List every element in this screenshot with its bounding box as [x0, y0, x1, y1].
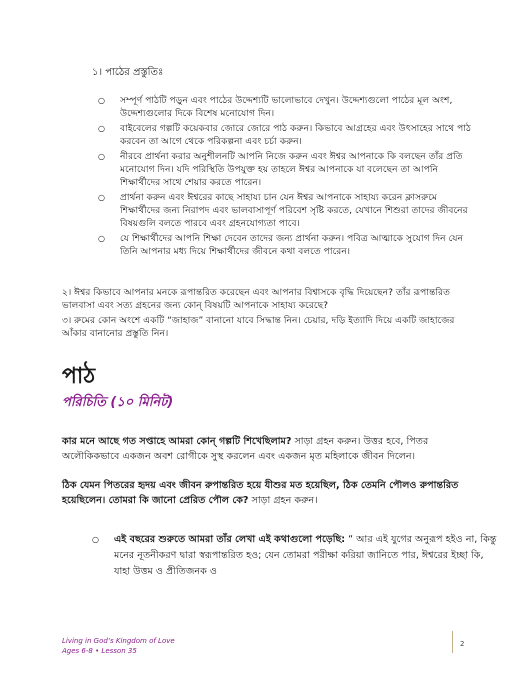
scripture-text: “ আর এই যুগের অনুরূপ হইও না, কিন্তু মনের নূতনীকরণ দ্বারা স্বরূপান্তরিত হও; যেন তোমরা পরীক্ষা করিয়া জানিতে পার, ঈশ্বরের ইচ্ছা কি, যাহা উত্তম ও প্রীতিজনক ও — [114, 534, 497, 577]
numbered-item-2: ২। ঈশ্বর কিভাবে আপনার মনকে রূপান্তরিত করেছেন এবং আপনার বিশ্বাসকে বৃদ্ধি দিয়েছেন? তাঁর রূপান্তরিত ভালবাসা এবং সত্য গ্রহনের জন্য কোন্ বিষয়টি আপনাকে সাহায্য করেছে? — [62, 287, 450, 311]
preparation-heading: ১। পাঠের প্রস্তুতিঃ — [92, 67, 164, 78]
instruction-text: সাড়া গ্রহন করুন। উত্তর হবে, পিতর অলৌকিকভাবে একজন অবশ রোগীকে সুস্থ করলেন এবং একজন মৃত মহিলাকে জীবন দিলেন। — [62, 436, 429, 462]
scripture-quote-item — [92, 532, 500, 580]
list-item — [98, 150, 476, 189]
list-item-text: বাইবেলের গল্পটি কয়েকবার জোরে জোরে পাঠ করুন। কিভাবে আগ্রহের এবং উৎসাহের সাথে পাঠ করবেন তা আগে থেকে পরিকল্পনা এবং চর্চা করুন। — [120, 123, 471, 147]
numbered-item-3: ৩। রুমের কোন অংশে একটি “জাহাজ” বানানো যাবে সিদ্ধান্ত নিন। চেয়ার, দড়ি ইত্যাদি দিয়ে একটি জাহাজের আঁকার বানানোর প্রস্তুতি নিন। — [62, 315, 455, 339]
circle-bullet-icon: ○ — [98, 124, 105, 133]
teacher-statement: ঠিক যেমন পিতরের হৃদয় এবং জীবন রুপান্তরিত হয়ে যীশুর মত হয়েছিল, ঠিক তেমনি পৌলও রুপান্তরিত হয়েছিলেন। তোমরা কি জানো প্রেরিত পৌল কে? — [62, 480, 459, 506]
intro-paragraph-1 — [62, 434, 478, 464]
list-item-text: নীরবে প্রার্থনা করার অনুশীলনটি আপনি নিজে করুন এবং ঈশ্বর আপনাকে কি বলছেন তাঁর প্রতি মনোযোগ দিন। যদি পরিস্থিতি উপযুক্ত হয় তাহলে ঈশ্বর আপনাকে যা বলেছেন তা আপনি শিক্ষার্থীদের সাথে শেয়ার করতে পারেন। — [120, 151, 463, 188]
lesson-title: পাঠ — [62, 364, 96, 389]
list-item — [98, 191, 476, 230]
list-item-text: সম্পূর্ণ পাঠটি পড়ুন এবং পাঠের উদ্দেশ্যটি ভালোভাবে দেখুন। উদ্দেশ্যগুলো পাঠের মূল অংশ, উদ্দেশ্যগুলোর দিকে বিশেষ মনোযোগ দিন। — [120, 95, 453, 119]
list-item — [98, 122, 476, 148]
circle-bullet-icon: ○ — [92, 535, 99, 544]
footer-course-title: Living in God’s Kingdom of Love — [62, 637, 175, 645]
footer-course-info — [62, 636, 175, 656]
list-item — [98, 232, 476, 258]
circle-bullet-icon: ○ — [98, 234, 105, 243]
footer-divider — [452, 631, 453, 653]
circle-bullet-icon: ○ — [98, 193, 105, 202]
intro-heading: পরিচিতি (১০ মিনিট) — [62, 395, 174, 410]
quote-intro: এই বছরের শুরুতে আমরা তাঁর লেখা এই কথাগুলো পড়েছি: — [114, 534, 346, 545]
list-item-text: যে শিক্ষার্থীদের আপনি শিক্ষা দেবেন তাদের জন্য প্রার্থনা করুন। পবিত্র আত্মাকে সুযোগ দিন যেন তিনি আপনার মধ্য দিয়ে শিক্ষার্থীদের জীবনে কথা বলতে পারেন। — [120, 233, 464, 257]
intro-paragraph-2 — [62, 478, 478, 508]
circle-bullet-icon: ○ — [98, 152, 105, 161]
list-item — [98, 94, 476, 120]
preparation-list — [98, 94, 476, 260]
teacher-question: কার মনে আছে গত সপ্তাহে আমরা কোন্ গল্পটি শিখেছিলাম? — [62, 436, 292, 447]
footer-lesson-info: Ages 6-8 • Lesson 35 — [62, 647, 137, 655]
page-number: 2 — [460, 640, 465, 648]
circle-bullet-icon: ○ — [98, 96, 105, 105]
list-item-text: প্রার্থনা করুন এবং ঈশ্বরের কাছে সাহায্য চান যেন ঈশ্বর আপনাকে সাহায্য করেন ক্লাসরুমে শিক্ষার্থীদের জন্য নিরাপদ এবং ভালবাসাপূর্ণ পরিবেশ সৃষ্টি করতে, যেখানে শিশুরা তাদের জীবনের বিষয়গুলি বলতে পারবে এবং গ্রহনযোগ্যতা পাবে। — [120, 192, 468, 229]
instruction-text: সাড়া গ্রহন করুন। — [248, 495, 318, 506]
